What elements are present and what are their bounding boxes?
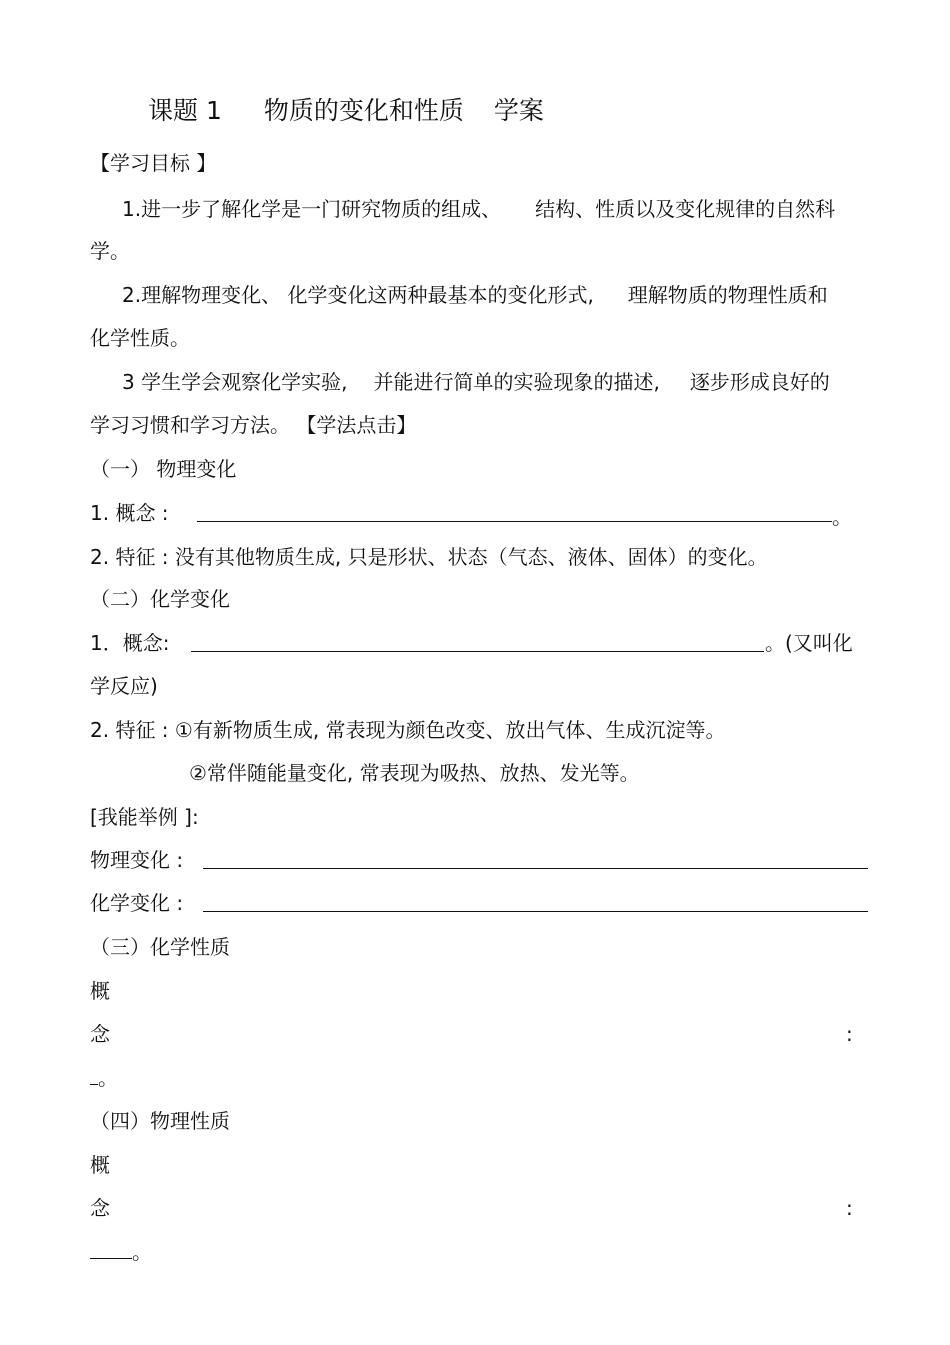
page-title bbox=[148, 95, 544, 127]
chemical-property-colon: : bbox=[846, 1022, 853, 1046]
physical-concept-blank[interactable] bbox=[197, 503, 832, 522]
chemical-feature-label: 2. 特征 : bbox=[90, 718, 169, 742]
title-suffix: 学案 bbox=[493, 96, 544, 125]
examples-heading: [我能举例 ]: bbox=[90, 805, 199, 829]
objective-3-part-a: 3 学生学会观察化学实验, bbox=[122, 370, 348, 394]
objective-2-part-b: 理解物质的物理性质和 bbox=[627, 283, 828, 307]
objective-3-part-c: 逐步形成良好的 bbox=[689, 370, 830, 394]
example-physical-blank[interactable] bbox=[203, 850, 868, 869]
chemical-property-blank[interactable] bbox=[90, 1066, 98, 1085]
physical-concept-end: 。 bbox=[832, 505, 852, 529]
physical-property-colon: : bbox=[846, 1196, 853, 1220]
chemical-feature-1: ①有新物质生成, 常表现为颜色改变、放出气体、生成沉淀等。 bbox=[174, 718, 726, 742]
objective-1-part-a: 1.进一步了解化学是一门研究物质的组成、 bbox=[122, 197, 502, 221]
example-physical-label: 物理变化 : bbox=[90, 848, 184, 872]
chemical-property-char2: 念 bbox=[90, 1022, 110, 1046]
objective-1-line1 bbox=[122, 195, 835, 223]
chemical-property-end-line bbox=[90, 1064, 118, 1092]
objective-3-part-b: 并能进行简单的实验现象的描述, bbox=[373, 370, 660, 394]
title-lesson-number: 课题 1 bbox=[148, 96, 222, 125]
objective-2-line1 bbox=[122, 281, 828, 309]
physical-property-heading: （四）物理性质 bbox=[90, 1109, 230, 1133]
objective-3-line1 bbox=[122, 368, 830, 396]
chemical-property-end: 。 bbox=[98, 1066, 118, 1090]
chemical-concept-label: 1．概念: bbox=[90, 631, 170, 655]
physical-change-feature: 2. 特征 : 没有其他物质生成, 只是形状、状态（气态、液体、固体）的变化。 bbox=[90, 545, 768, 569]
objective-2-part-a: 2.理解物理变化、 化学变化这两种最基本的变化形式, bbox=[122, 283, 594, 307]
chemical-concept-blank[interactable] bbox=[191, 633, 764, 652]
objective-1-line2: 学。 bbox=[90, 239, 130, 263]
objectives-heading: 【学习目标 】 bbox=[90, 151, 217, 175]
chemical-concept-end: 。(又叫化 bbox=[765, 631, 853, 655]
chemical-property-char1: 概 bbox=[90, 979, 110, 1003]
physical-concept-label: 1. 概念 : bbox=[90, 501, 169, 525]
physical-property-end-line bbox=[90, 1238, 152, 1266]
example-chemical-label: 化学变化 : bbox=[90, 891, 184, 915]
physical-property-char2: 念 bbox=[90, 1196, 110, 1220]
chemical-change-heading: （二）化学变化 bbox=[90, 587, 230, 611]
objective-1-part-b: 结构、性质以及变化规律的自然科 bbox=[535, 197, 836, 221]
objective-2-line2: 化学性质。 bbox=[90, 326, 190, 350]
physical-property-end: 。 bbox=[132, 1240, 152, 1264]
chemical-feature-line1 bbox=[90, 716, 726, 744]
title-topic: 物质的变化和性质 bbox=[263, 96, 464, 125]
physical-property-char1: 概 bbox=[90, 1153, 110, 1177]
physical-change-concept bbox=[90, 499, 169, 527]
example-chemical-blank[interactable] bbox=[203, 893, 868, 912]
physical-change-heading: （一） 物理变化 bbox=[90, 457, 237, 481]
chemical-property-heading: （三）化学性质 bbox=[90, 935, 230, 959]
objective-3-line2: 学习习惯和学习方法。 【学法点击】 bbox=[90, 413, 417, 437]
physical-property-blank[interactable] bbox=[90, 1240, 132, 1259]
chemical-feature-2: ②常伴随能量变化, 常表现为吸热、放热、发光等。 bbox=[189, 761, 640, 785]
chemical-concept-line2: 学反应) bbox=[90, 674, 158, 698]
